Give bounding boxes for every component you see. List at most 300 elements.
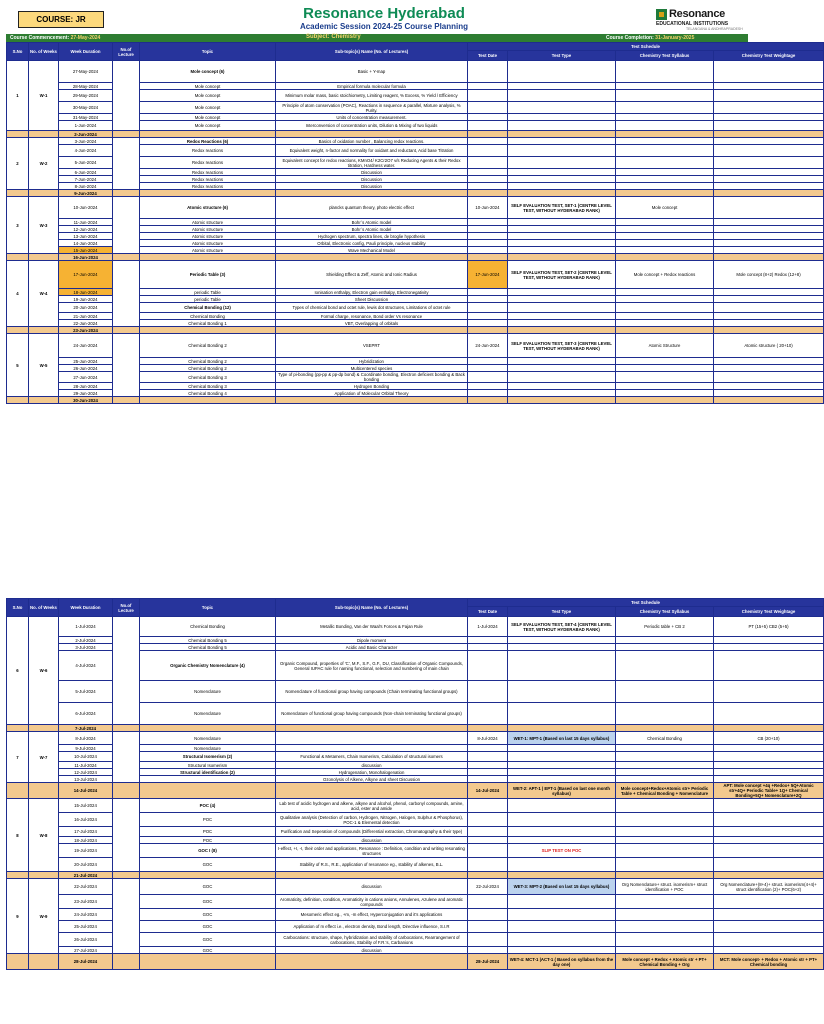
date-cell: 5-Jun-2024 — [59, 157, 113, 169]
date-cell: 8-Jun-2024 — [59, 183, 113, 190]
sep-cell — [29, 131, 59, 138]
test-type-cell — [508, 313, 616, 320]
subtopic-cell: Nomenclature of functional group having compounds (Chain terminating functional groups) — [276, 681, 468, 703]
test-type-cell — [508, 61, 616, 83]
test-weightage-cell — [714, 61, 824, 83]
course-badge: COURSE: JR — [18, 11, 104, 28]
subtopic-cell: plancks quantum theory, photo electric effect — [276, 197, 468, 219]
test-type-cell — [508, 358, 616, 365]
table-row — [7, 732, 824, 745]
col-header-test-schedule: Test Schedule — [468, 43, 824, 51]
sep-cell — [140, 397, 276, 404]
sep-test-date-cell: 28-Jul-2024 — [468, 954, 508, 970]
institute-title: Resonance Hyderabad — [303, 5, 465, 22]
date-cell: 12-Jul-2024 — [59, 769, 113, 776]
sep-cell — [508, 725, 616, 732]
test-syllabus-cell — [616, 827, 714, 837]
test-syllabus-cell — [616, 703, 714, 725]
sep-cell — [616, 327, 714, 334]
test-syllabus-cell — [616, 102, 714, 114]
test-type-cell — [508, 90, 616, 102]
test-type-cell — [508, 240, 616, 247]
test-weightage-cell — [714, 745, 824, 752]
test-type-cell — [508, 637, 616, 644]
sep-cell — [140, 131, 276, 138]
slip-test-note: SLIP TEST ON POC — [541, 848, 582, 853]
test-syllabus-cell: Org Nomenclature+ struct. isomerism+ struct identification + POC — [616, 879, 714, 895]
test-type-cell — [508, 858, 616, 872]
test-date-cell — [468, 320, 508, 327]
test-type-cell — [508, 933, 616, 947]
sno-cell: 1 — [7, 61, 29, 131]
subtopic-cell: Interconversion of concentration units, Dilution & Mixing of two liquids — [276, 121, 468, 131]
date-cell: 11-Jul-2024 — [59, 762, 113, 769]
test-weightage-cell — [714, 947, 824, 954]
date-cell: 29-Jun-2024 — [59, 390, 113, 397]
test-syllabus-cell — [616, 895, 714, 909]
lecture-cell — [113, 261, 140, 327]
col-header-syllabus: Chemistry Test Syllabus — [616, 607, 714, 617]
sep-cell — [276, 725, 468, 732]
sno-cell: 7 — [7, 732, 29, 783]
sep-cell — [7, 954, 29, 970]
test-date-cell — [468, 909, 508, 921]
sep-cell — [276, 131, 468, 138]
test-date-cell — [468, 703, 508, 725]
topic-cell: Redox reactions — [140, 169, 276, 176]
col-header-duration: Week Duration — [59, 599, 113, 617]
col-header-test_type: Test Type — [508, 51, 616, 61]
test-syllabus-cell — [616, 83, 714, 90]
date-cell: 30-May-2024 — [59, 102, 113, 114]
col-header-syllabus: Chemistry Test Syllabus — [616, 51, 714, 61]
test-type-cell — [508, 837, 616, 844]
sep-cell — [276, 190, 468, 197]
topic-cell: Mole concept — [140, 90, 276, 102]
test-type-cell: SELF EVALUATION TEST, SET-3 (CENTRE LEVEL TEST, WITHOUT HYDERABAD RANK) — [508, 334, 616, 358]
test-type-cell — [508, 303, 616, 313]
week-cell: W-8 — [29, 799, 59, 872]
test-weightage-cell — [714, 183, 824, 190]
date-cell: 15-Jul-2024 — [59, 799, 113, 813]
test-type-cell — [508, 383, 616, 390]
week-cell: W-1 — [29, 61, 59, 131]
sep-cell — [714, 131, 824, 138]
test-date-cell — [468, 372, 508, 383]
test-syllabus-cell — [616, 745, 714, 752]
subtopic-cell: Discussion — [276, 183, 468, 190]
test-type-cell — [508, 776, 616, 783]
test-weightage-cell — [714, 769, 824, 776]
test-date-cell — [468, 769, 508, 776]
week-separator-row — [7, 327, 824, 334]
col-header-topic: Topic — [140, 43, 276, 61]
date-cell: 13-Jul-2024 — [59, 776, 113, 783]
lecture-cell — [113, 138, 140, 190]
topic-cell: Structural identification (2) — [140, 769, 276, 776]
test-date-cell: 24-Jun-2024 — [468, 334, 508, 358]
lecture-cell — [113, 879, 140, 954]
sep-cell — [468, 190, 508, 197]
table-row — [7, 799, 824, 813]
sep-cell — [29, 327, 59, 334]
sep-cell — [113, 131, 140, 138]
test-date-cell — [468, 358, 508, 365]
test-weightage-cell — [714, 651, 824, 681]
subtopic-cell: Hybridization — [276, 358, 468, 365]
subtopic-cell: Dipole moment — [276, 637, 468, 644]
test-type-cell — [508, 799, 616, 813]
test-date-cell — [468, 844, 508, 858]
topic-cell: Nomenclature — [140, 681, 276, 703]
test-date-cell — [468, 289, 508, 296]
test-type-cell — [508, 176, 616, 183]
test-weightage-cell — [714, 145, 824, 157]
week-separator-row — [7, 725, 824, 732]
test-syllabus-cell — [616, 157, 714, 169]
sep-cell — [140, 954, 276, 970]
date-cell: 25-Jul-2024 — [59, 921, 113, 933]
date-cell: 22-Jun-2024 — [59, 320, 113, 327]
test-syllabus-cell — [616, 240, 714, 247]
sep-cell — [29, 397, 59, 404]
test-type-cell — [508, 114, 616, 121]
test-date-cell — [468, 226, 508, 233]
test-syllabus-cell — [616, 681, 714, 703]
date-cell: 24-Jul-2024 — [59, 909, 113, 921]
subtopic-cell: Basic + Y-map — [276, 61, 468, 83]
sep-cell — [616, 872, 714, 879]
test-syllabus-cell — [616, 296, 714, 303]
sep-date-cell: 21-Jul-2024 — [59, 872, 113, 879]
subtopic-cell: Units of concentration measurement. — [276, 114, 468, 121]
subtopic-cell: discussion — [276, 879, 468, 895]
test-date-cell — [468, 799, 508, 813]
date-cell: 21-Jun-2024 — [59, 313, 113, 320]
table-row — [7, 61, 824, 83]
topic-cell: POC — [140, 827, 276, 837]
topic-cell: Organic Chemistry Nomenclature (4) — [140, 651, 276, 681]
test-weightage-cell — [714, 247, 824, 254]
test-syllabus-cell — [616, 313, 714, 320]
sep-cell — [468, 254, 508, 261]
topic-cell: Chemical Bonding 5 — [140, 644, 276, 651]
sep-cell — [7, 872, 29, 879]
test-syllabus-cell — [616, 121, 714, 131]
table-row — [7, 138, 824, 145]
test-syllabus-cell — [616, 762, 714, 769]
sep-cell — [616, 131, 714, 138]
test-weightage-cell — [714, 762, 824, 769]
sep-cell — [113, 783, 140, 799]
test-weightage-cell — [714, 895, 824, 909]
test-syllabus-cell: Mole concept — [616, 197, 714, 219]
subtopic-cell: Discussion — [276, 176, 468, 183]
test-syllabus-cell — [616, 90, 714, 102]
sep-cell — [714, 725, 824, 732]
topic-cell: periodic Table — [140, 289, 276, 296]
test-date-cell: 22-Jul-2024 — [468, 879, 508, 895]
sep-cell — [616, 190, 714, 197]
test-syllabus-cell — [616, 183, 714, 190]
col-header-weeks: No. of Weeks — [29, 599, 59, 617]
test-type-cell — [508, 183, 616, 190]
table-row — [7, 334, 824, 358]
subtopic-cell: Type of pi-bonding (pp-pp & pp-dp bond) & Coordinate bonding, Electron deficient bonding & Back bonding — [276, 372, 468, 383]
sep-cell — [7, 131, 29, 138]
topic-cell: Atomic structure (6) — [140, 197, 276, 219]
col-header-sno: S.No — [7, 599, 29, 617]
sno-cell: 3 — [7, 197, 29, 254]
date-cell: 20-Jun-2024 — [59, 303, 113, 313]
sep-cell — [29, 783, 59, 799]
date-cell: 28-Jun-2024 — [59, 383, 113, 390]
topic-cell: Atomic structure — [140, 233, 276, 240]
test-date-cell — [468, 138, 508, 145]
sno-cell: 9 — [7, 879, 29, 954]
col-header-lectures: No.of Lecture — [113, 43, 140, 61]
col-header-subtopics: Sub-topic(s) Name (No. of Lectures) — [276, 43, 468, 61]
date-cell: 18-Jun-2024 — [59, 289, 113, 296]
lecture-cell — [113, 334, 140, 397]
test-type-cell — [508, 827, 616, 837]
sep-cell — [508, 254, 616, 261]
test-weightage-cell — [714, 102, 824, 114]
test-date-cell — [468, 745, 508, 752]
test-syllabus-cell — [616, 637, 714, 644]
test-weightage-cell — [714, 365, 824, 372]
test-weightage-cell — [714, 681, 824, 703]
test-type-cell — [508, 372, 616, 383]
week-cell: W-6 — [29, 617, 59, 725]
sep-test-syllabus-cell: Mole concept+Redox+Atomic str+ Periodic Table + Chemical Bonding + Nomenclature — [616, 783, 714, 799]
test-date-cell — [468, 219, 508, 226]
topic-cell: Chemical Bonding — [140, 617, 276, 637]
week-separator-row — [7, 131, 824, 138]
subtopic-cell: Organic Compound, properties of 'C', M.F., S.F., G.F., DU, Classification of Organic Compounds, General IUPAC rule for naming functional, selection and numbering of main chain — [276, 651, 468, 681]
date-cell: 28-May-2024 — [59, 83, 113, 90]
topic-cell: Chemical Bonding 3 — [140, 372, 276, 383]
sep-test-syllabus-cell: Mole concept + Redox + Atomic str + PT+ Chemical Bonding + Org — [616, 954, 714, 970]
subtopic-cell: VSEPRT — [276, 334, 468, 358]
subtopic-cell: Application of m effect i.e., electron density, Bond length, Directive influence, S.I.R — [276, 921, 468, 933]
week-separator-row — [7, 190, 824, 197]
test-type-cell: WET-1: MPT-1 (Based on last 15 days syllabus) — [508, 732, 616, 745]
test-date-cell — [468, 247, 508, 254]
topic-cell: GOC — [140, 933, 276, 947]
subtopic-cell: Shielding Effect & Zeff, Atomic and Ionic Radius — [276, 261, 468, 289]
topic-cell: Atomic structure — [140, 226, 276, 233]
test-type-cell — [508, 769, 616, 776]
col-header-sno: S.No — [7, 43, 29, 61]
sep-cell — [113, 327, 140, 334]
topic-cell: Atomic structure — [140, 240, 276, 247]
date-cell: 27-Jun-2024 — [59, 372, 113, 383]
test-weightage-cell — [714, 240, 824, 247]
test-weightage-cell: Org Nomenclature+(8+4)+ struct. isomerism(4+4)+ struct identification (2)+ POC(6+2) — [714, 879, 824, 895]
test-type-cell — [508, 752, 616, 762]
date-cell: 19-Jun-2024 — [59, 296, 113, 303]
sep-date-cell: 9-Jun-2024 — [59, 190, 113, 197]
test-weightage-cell — [714, 296, 824, 303]
subtopic-cell: Bohr`s Atomic model — [276, 219, 468, 226]
test-weightage-cell — [714, 644, 824, 651]
test-syllabus-cell — [616, 247, 714, 254]
test-date-cell — [468, 145, 508, 157]
test-weightage-cell — [714, 909, 824, 921]
date-cell: 8-Jul-2024 — [59, 732, 113, 745]
test-syllabus-cell — [616, 372, 714, 383]
test-date-cell — [468, 947, 508, 954]
test-type-cell — [508, 247, 616, 254]
test-weightage-cell — [714, 90, 824, 102]
sep-cell — [29, 872, 59, 879]
date-cell: 25-Jun-2024 — [59, 358, 113, 365]
week-cell: W-9 — [29, 879, 59, 954]
sep-cell — [276, 783, 468, 799]
test-syllabus-cell — [616, 933, 714, 947]
sep-cell — [276, 872, 468, 879]
test-weightage-cell — [714, 837, 824, 844]
table-row — [7, 617, 824, 637]
topic-cell: Chemical Bonding 2 — [140, 365, 276, 372]
subtopic-cell: Hydrogen spectrum, spectra lines, de broglie hypothesis — [276, 233, 468, 240]
test-syllabus-cell — [616, 752, 714, 762]
sep-cell — [468, 131, 508, 138]
topic-cell: GOC — [140, 895, 276, 909]
test-type-cell — [508, 233, 616, 240]
test-weightage-cell: CB (20+10) — [714, 732, 824, 745]
date-cell: 20-Jul-2024 — [59, 858, 113, 872]
test-syllabus-cell — [616, 858, 714, 872]
test-weightage-cell — [714, 358, 824, 365]
date-cell: 13-Jun-2024 — [59, 233, 113, 240]
subtopic-cell: Mesomeric effect eg., +m, -m effect, Hyperconjugation and it's applications — [276, 909, 468, 921]
topic-cell: Nomenclature — [140, 732, 276, 745]
test-type-cell — [508, 813, 616, 827]
test-date-cell — [468, 90, 508, 102]
sep-cell — [616, 397, 714, 404]
completion-date: 31-January-2025 — [655, 35, 695, 41]
week-test-row — [7, 783, 824, 799]
sep-cell — [29, 190, 59, 197]
test-weightage-cell — [714, 921, 824, 933]
sep-test-type-cell: WET-2: APT-1 | EPT-1 (Based on last one month syllabus) — [508, 783, 616, 799]
sep-cell — [276, 397, 468, 404]
sep-test-weightage-cell: APT: Mole concept +4q +Redox+ 5Q+Atomic str+4Q+ Periodic Table+ 1Q+ Chemical Bonding+5Q+ Nomenclature+2Q — [714, 783, 824, 799]
test-syllabus-cell — [616, 651, 714, 681]
test-syllabus-cell — [616, 138, 714, 145]
test-date-cell — [468, 837, 508, 844]
sep-cell — [140, 725, 276, 732]
subtopic-cell: Sheet Discussion — [276, 296, 468, 303]
subtopic-cell: VBT, Overlapping of orbitals — [276, 320, 468, 327]
test-type-cell — [508, 121, 616, 131]
course-plan-sheet-2 — [0, 598, 818, 970]
test-weightage-cell — [714, 138, 824, 145]
sep-date-cell: 16-Jun-2024 — [59, 254, 113, 261]
test-syllabus-cell — [616, 837, 714, 844]
test-date-cell: 8-Jul-2024 — [468, 732, 508, 745]
test-date-cell — [468, 313, 508, 320]
sep-cell — [714, 397, 824, 404]
test-date-cell — [468, 121, 508, 131]
test-date-cell — [468, 102, 508, 114]
date-cell: 22-Jul-2024 — [59, 879, 113, 895]
sep-cell — [468, 725, 508, 732]
col-header-weightage: Chemistry Test Weightage — [714, 607, 824, 617]
date-cell: 9-Jul-2024 — [59, 745, 113, 752]
sheet-header — [0, 0, 768, 34]
date-cell: 18-Jul-2024 — [59, 837, 113, 844]
test-weightage-cell — [714, 637, 824, 644]
test-weightage-cell — [714, 383, 824, 390]
test-type-cell — [508, 102, 616, 114]
sno-cell: 8 — [7, 799, 29, 872]
sep-cell — [276, 254, 468, 261]
topic-cell: GOC — [140, 858, 276, 872]
subtopic-cell: discussion — [276, 947, 468, 954]
date-cell: 17-Jul-2024 — [59, 827, 113, 837]
col-header-weightage: Chemistry Test Weightage — [714, 51, 824, 61]
test-syllabus-cell: Atomic Structure — [616, 334, 714, 358]
date-cell: 3-Jun-2024 — [59, 138, 113, 145]
test-type-cell — [508, 320, 616, 327]
test-weightage-cell: PT (15+5) CB2 (5+5) — [714, 617, 824, 637]
topic-cell: GOC — [140, 921, 276, 933]
subtopic-cell: Qualitative analysis (Detection of carbon, Hydrogen, Nitrogen, Halogen, Sulphur & Phosphorus), POC-1 & Elemental detection — [276, 813, 468, 827]
date-cell: 10-Jul-2024 — [59, 752, 113, 762]
topic-cell: GOC — [140, 909, 276, 921]
date-cell: 5-Jul-2024 — [59, 681, 113, 703]
subtopic-cell: Principle of atom conservation (POAC), Reactions in sequence & parallel, Mixture analysis, % Purity. — [276, 102, 468, 114]
commencement — [10, 35, 100, 41]
test-date-cell — [468, 681, 508, 703]
week-cell: W-5 — [29, 334, 59, 397]
test-syllabus-cell — [616, 176, 714, 183]
date-cell: 27-Jul-2024 — [59, 947, 113, 954]
subtopic-cell: discussion — [276, 762, 468, 769]
sep-date-cell: 23-Jun-2024 — [59, 327, 113, 334]
sep-cell — [508, 397, 616, 404]
test-date-cell — [468, 895, 508, 909]
week-separator-row — [7, 397, 824, 404]
sep-cell — [29, 725, 59, 732]
test-type-cell: WET-3: MPT-2 (Based on last 15 days syllabus) — [508, 879, 616, 895]
logo-sub2: TELANGANA & ANDHRAPRADESH — [686, 27, 743, 31]
topic-cell: Structural Isomerism — [140, 762, 276, 769]
col-header-duration: Week Duration — [59, 43, 113, 61]
test-weightage-cell — [714, 219, 824, 226]
test-syllabus-cell — [616, 145, 714, 157]
date-cell: 10-Jun-2024 — [59, 197, 113, 219]
test-date-cell — [468, 776, 508, 783]
test-type-cell — [508, 296, 616, 303]
sep-date-cell: 30-Jun-2024 — [59, 397, 113, 404]
test-date-cell — [468, 183, 508, 190]
sep-cell — [29, 954, 59, 970]
test-date-cell: 10-Jun-2024 — [468, 197, 508, 219]
test-syllabus-cell — [616, 219, 714, 226]
table-row — [7, 197, 824, 219]
date-cell: 3-Jul-2024 — [59, 644, 113, 651]
table-row — [7, 261, 824, 289]
test-syllabus-cell — [616, 909, 714, 921]
test-type-cell — [508, 390, 616, 397]
date-cell: 17-Jun-2024 — [59, 261, 113, 289]
col-header-lectures: No.of Lecture — [113, 599, 140, 617]
topic-cell: Redox reactions — [140, 157, 276, 169]
